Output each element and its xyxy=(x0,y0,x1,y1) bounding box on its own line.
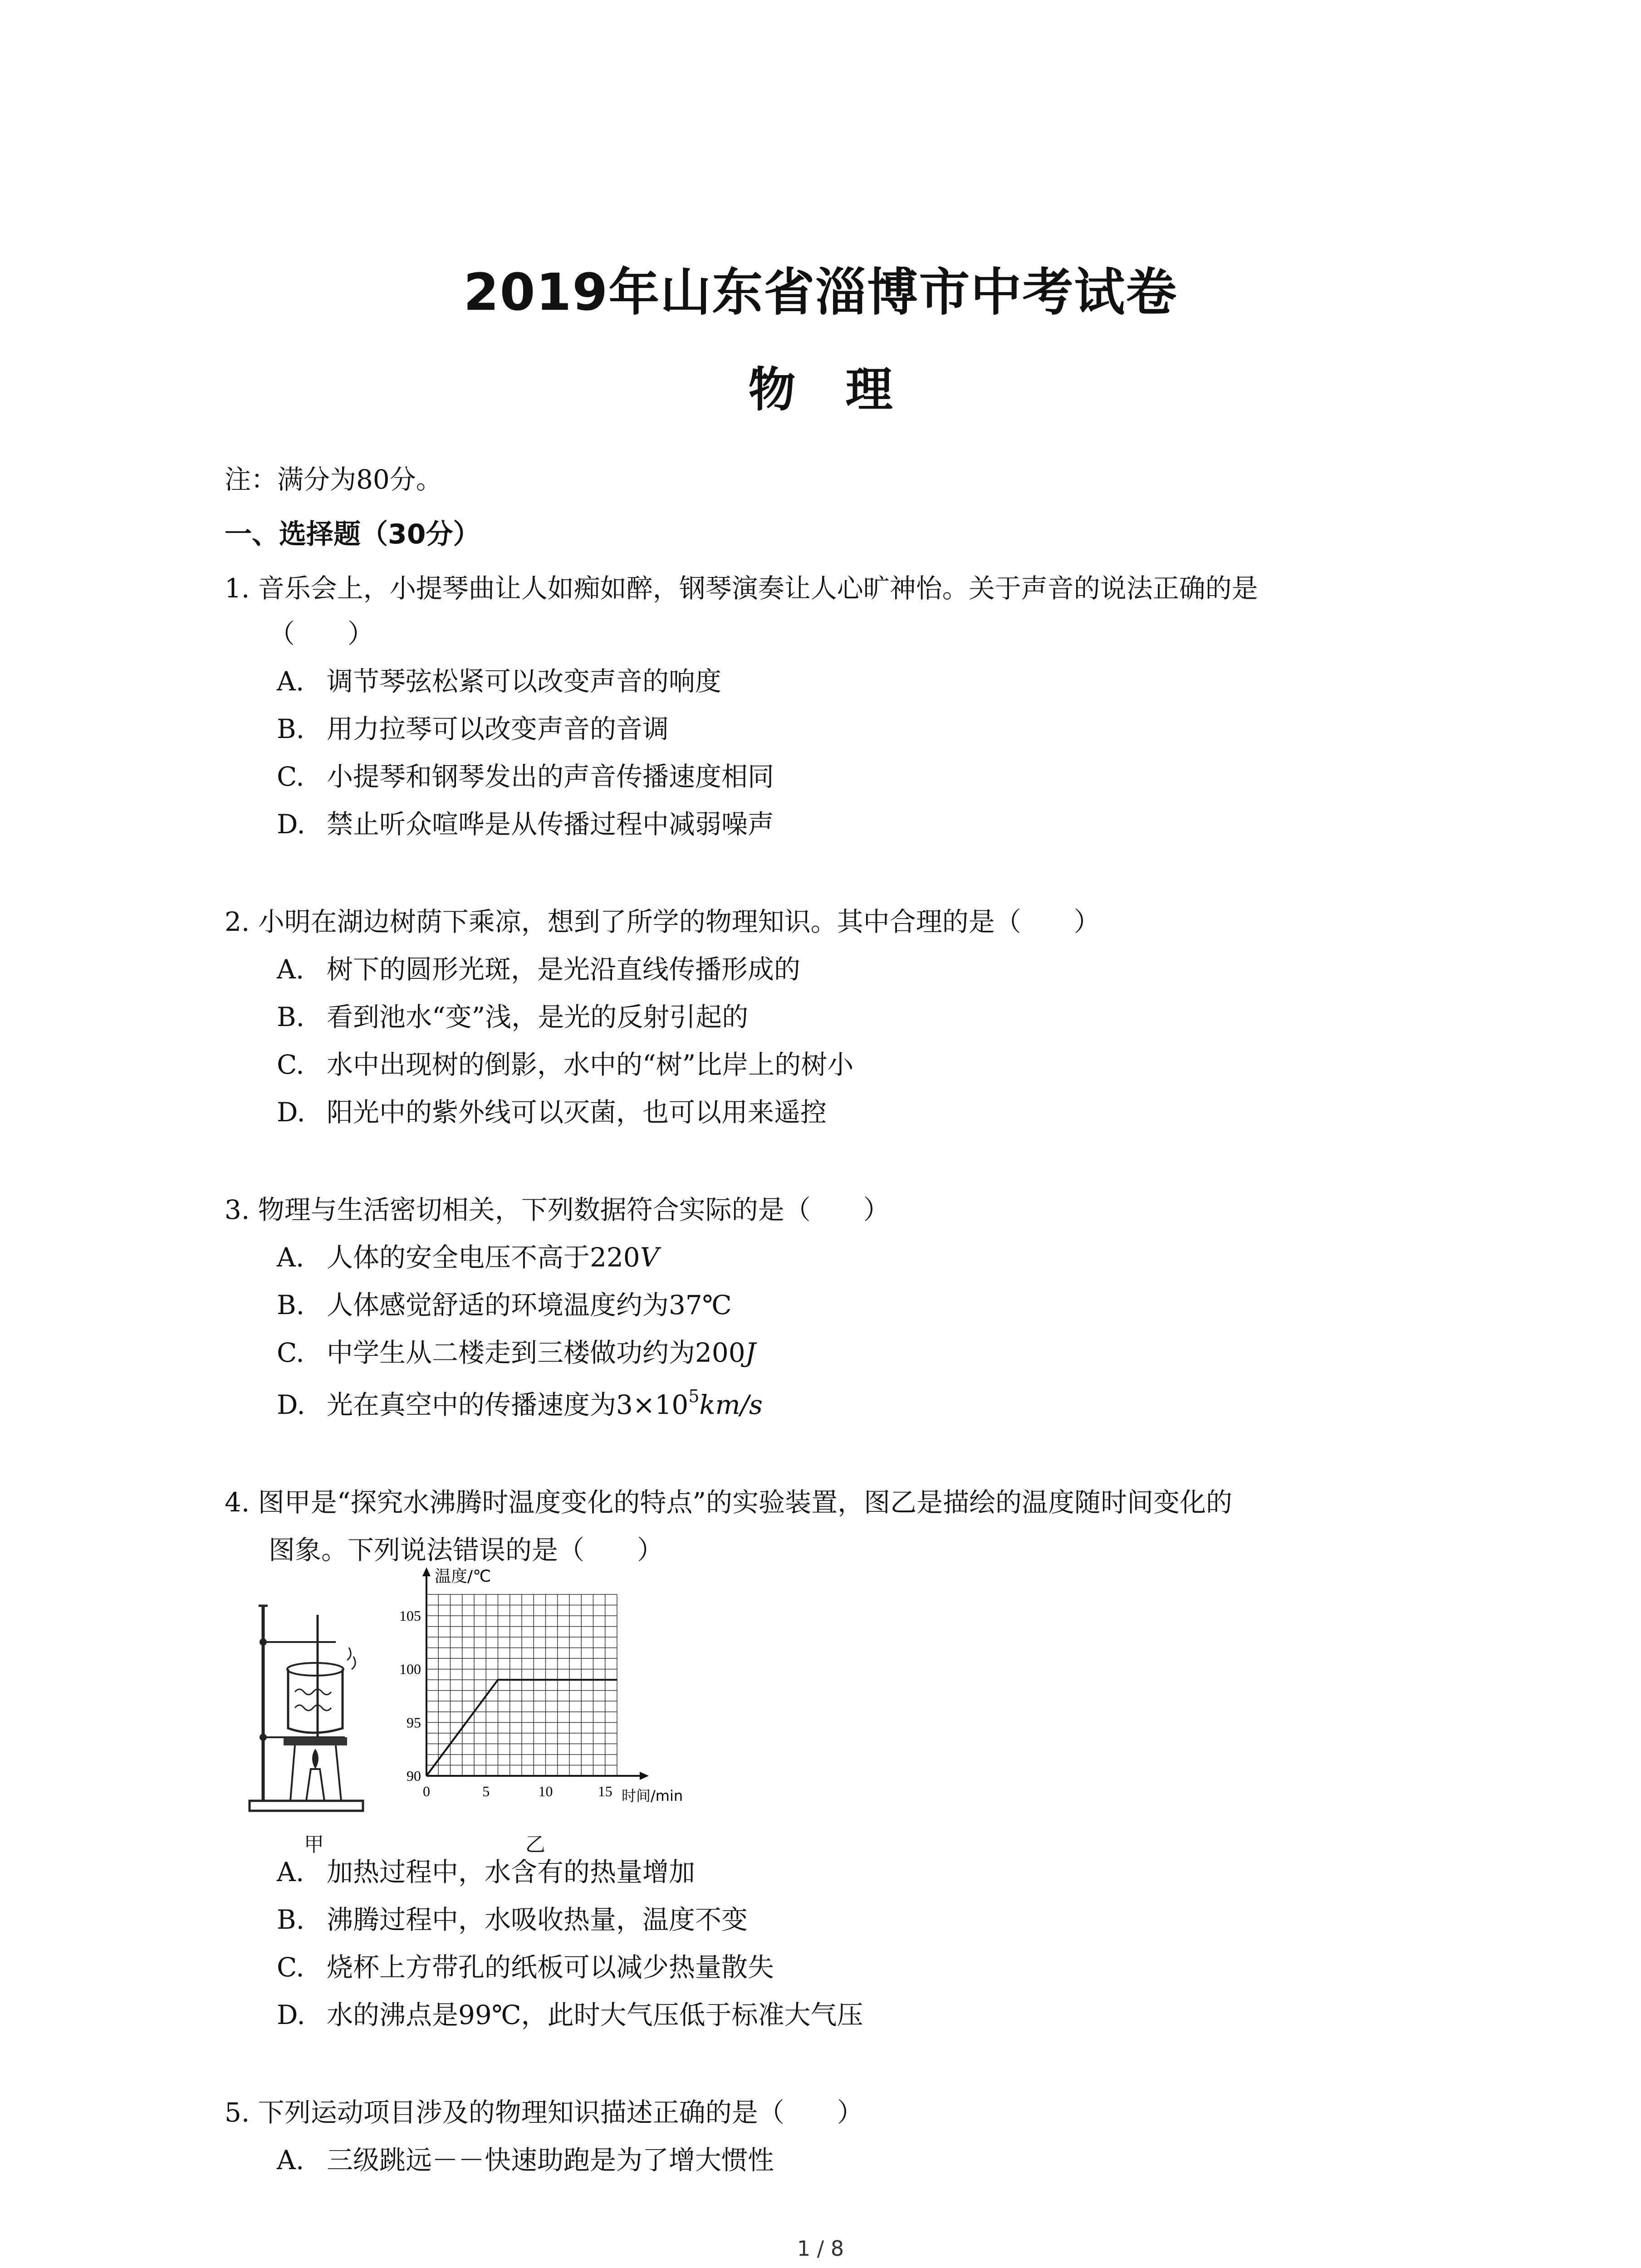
option-text: 三级跳远－－快速助跑是为了增大惯性 xyxy=(327,2145,774,2175)
question-4-stem: 4. 图甲是“探究水沸腾时温度变化的特点”的实验装置，图乙是描绘的温度随时间变化的 xyxy=(225,1487,1233,1518)
exam-note: 注：满分为80分。 xyxy=(225,464,442,495)
y-axis-arrow xyxy=(422,1567,431,1576)
question-1-stem: 1. 音乐会上，小提琴曲让人如痴如醉，钢琴演奏让人心旷神怡。关于声音的说法正确的是 xyxy=(225,573,1258,604)
question-1-option-b xyxy=(277,708,669,746)
question-2-option-a xyxy=(277,948,800,986)
option-text: 调节琴弦松紧可以改变声音的响度 xyxy=(327,666,722,697)
temperature-time-chart xyxy=(386,1560,685,1814)
option-text: 人体的安全电压不高于220 xyxy=(327,1242,640,1273)
question-1-option-c xyxy=(277,755,774,793)
page-number: 1 / 8 xyxy=(797,2236,844,2261)
option-text: 树下的圆形光斑，是光沿直线传播形成的 xyxy=(327,954,801,985)
x-tick-label: 5 xyxy=(482,1783,490,1799)
option-text: 小提琴和钢琴发出的声音传播速度相同 xyxy=(327,761,774,792)
option-unit: V xyxy=(640,1242,659,1273)
option-letter: D. xyxy=(277,809,305,840)
option-letter: B. xyxy=(277,1290,305,1320)
exam-title: 2019年山东省淄博市中考试卷 xyxy=(463,263,1178,322)
question-4-option-d xyxy=(277,1994,863,2032)
question-1-stem-continued: （ ） xyxy=(269,618,374,649)
y-tick-label: 95 xyxy=(407,1714,421,1731)
option-text: 人体感觉舒适的环境温度约为37℃ xyxy=(327,1290,732,1320)
x-tick-label: 15 xyxy=(598,1783,612,1799)
option-unit: J xyxy=(745,1337,756,1368)
question-2-option-b xyxy=(277,996,748,1034)
option-letter: C. xyxy=(277,1049,304,1080)
question-4-figure xyxy=(236,1560,712,1856)
option-letter: D. xyxy=(277,1389,305,1420)
y-tick-label: 105 xyxy=(399,1608,421,1624)
y-axis-label: 温度/℃ xyxy=(435,1567,491,1586)
option-letter: D. xyxy=(277,1097,305,1128)
option-text: 禁止听众喧哗是从传播过程中减弱噪声 xyxy=(327,809,774,840)
question-3-stem: 3. 物理与生活密切相关，下列数据符合实际的是（ ） xyxy=(225,1194,890,1225)
question-3-option-b xyxy=(277,1284,732,1322)
option-letter: A. xyxy=(277,954,304,985)
question-3-option-a xyxy=(277,1236,659,1274)
option-letter: D. xyxy=(277,1999,305,2030)
option-text: 水中出现树的倒影，水中的“树”比岸上的树小 xyxy=(327,1049,854,1080)
question-4-option-a xyxy=(277,1851,695,1889)
option-letter: C. xyxy=(277,761,304,792)
option-text: 烧杯上方带孔的纸板可以减少热量散失 xyxy=(327,1952,774,1983)
question-3-option-c xyxy=(277,1331,756,1369)
option-letter: A. xyxy=(277,666,304,697)
question-2-option-c xyxy=(277,1043,853,1081)
option-text: 用力拉琴可以改变声音的音调 xyxy=(327,714,669,744)
question-5-option-a xyxy=(277,2139,774,2177)
question-2-option-d xyxy=(277,1091,827,1129)
question-2-stem: 2. 小明在湖边树荫下乘凉，想到了所学的物理知识。其中合理的是（ ） xyxy=(225,906,1100,937)
figure-label-yi: 乙 xyxy=(525,1833,545,1856)
option-text: 水的沸点是99℃，此时大气压低于标准大气压 xyxy=(327,1999,863,2030)
option-text: 沸腾过程中，水吸收热量，温度不变 xyxy=(327,1904,748,1935)
question-4-stem-continued: 图象。下列说法错误的是（ ） xyxy=(269,1535,664,1565)
question-3-option-d xyxy=(277,1383,763,1422)
y-tick-label: 90 xyxy=(407,1768,421,1784)
x-axis-label: 时间/min xyxy=(622,1787,683,1804)
option-text: 看到池水“变”浅，是光的反射引起的 xyxy=(327,1002,749,1032)
option-letter: B. xyxy=(277,714,305,744)
option-text: 阳光中的紫外线可以灭菌，也可以用来遥控 xyxy=(327,1097,827,1128)
subject-title: 物理 xyxy=(748,362,943,417)
x-axis-arrow xyxy=(640,1772,649,1780)
option-letter: B. xyxy=(277,1002,305,1032)
boiling-apparatus-illustration xyxy=(245,1588,372,1823)
x-tick-label: 0 xyxy=(423,1783,430,1799)
exponent: 5 xyxy=(688,1386,700,1406)
option-letter: B. xyxy=(277,1904,305,1935)
question-4-option-c xyxy=(277,1946,774,1984)
question-4-option-b xyxy=(277,1898,748,1936)
option-letter: C. xyxy=(277,1952,304,1983)
option-letter: A. xyxy=(277,2145,304,2175)
option-letter: A. xyxy=(277,1857,304,1887)
option-text: 光在真空中的传播速度为3×10 xyxy=(327,1389,689,1420)
y-tick-label: 100 xyxy=(399,1661,421,1677)
question-1-option-d xyxy=(277,803,774,841)
option-unit: km/s xyxy=(699,1389,763,1420)
option-text: 加热过程中，水含有的热量增加 xyxy=(327,1857,696,1887)
question-5-stem: 5. 下列运动项目涉及的物理知识描述正确的是（ ） xyxy=(225,2097,863,2128)
x-tick-label: 10 xyxy=(538,1783,553,1799)
figure-label-jia: 甲 xyxy=(304,1833,324,1856)
option-text: 中学生从二楼走到三楼做功约为200 xyxy=(327,1337,745,1368)
option-letter: A. xyxy=(277,1242,304,1273)
question-1-option-a xyxy=(277,660,721,698)
option-letter: C. xyxy=(277,1337,304,1368)
section-heading: 一、选择题（30分） xyxy=(225,518,480,550)
